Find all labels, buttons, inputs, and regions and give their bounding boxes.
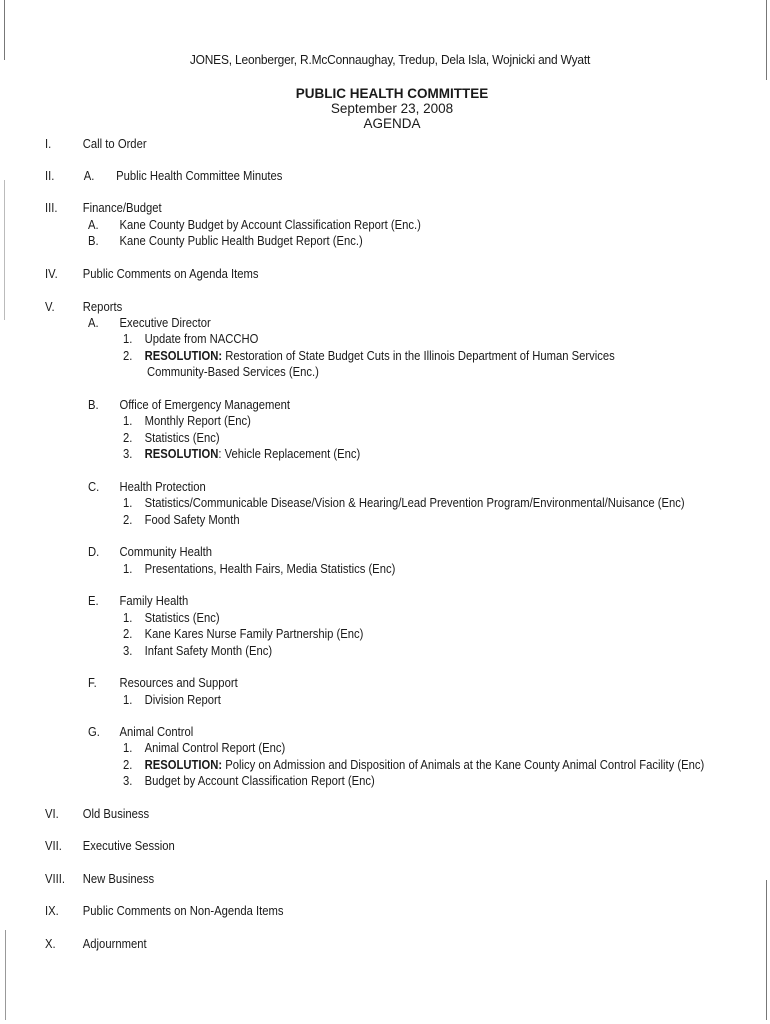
agenda-header bbox=[0, 86, 770, 131]
committee-members: JONES, Leonberger, R.McConnaughay, Tredup, Dela Isla, Wojnicki and Wyatt bbox=[189, 52, 591, 67]
agenda-page: JONES, Leonberger, R.McConnaughay, Tredup, Dela Isla, Wojnicki and Wyatt PUBLIC HEALTH COMMITTEE September 23, 2008 AGENDA I. Call to Order II. A. Public Health Committee Minutes III. Finance/Budget A. Kane County Budget by Account Classification Report (Enc.) B. Kane County Public Health Budget Report (Enc.) IV. Public Comments on Agenda Items V. Reports A. Executive Director 1. Update from NACCHO 2. RESOLUTION: Restoration of State Budget Cuts in the Illinois Department of Human Services Community-Based Services (Enc.) B. Office of Emergency Management 1. Monthly Report (Enc) 2. Statistics (Enc) 3. RESOLUTION: Vehicle Replacement (Enc) C. Health Protection 1. Statistics/Communicable Disease/Vision & Hearing/Lead Prevention Program/Environmental/Nuisance (Enc) 2. Food Safety Month D. Community Health 1. Presentations, Health Fairs, Media Statistics (Enc) E. Family Health 1. Statistics (Enc) 2. Kane Kares Nurse Family Partnership (Enc) 3. Infant Safety Month (Enc) F. Resources and Support 1. Division Report G. Animal Control 1. Animal Control Report (Enc) 2. RESOLUTION: Policy on Admission and Disposition of Animals at the Kane County Animal Control Facility (Enc) 3. Budget by Account Classification Report (Enc) VI. Old Business VII. Executive Session VIII. New Business IX. Public Comments on Non-Agenda Items X. Adjournment bbox=[0, 0, 770, 1024]
meeting-date: September 23, 2008 bbox=[330, 101, 454, 116]
committee-title: PUBLIC HEALTH COMMITTEE bbox=[295, 86, 489, 101]
document-type: AGENDA bbox=[363, 116, 421, 131]
